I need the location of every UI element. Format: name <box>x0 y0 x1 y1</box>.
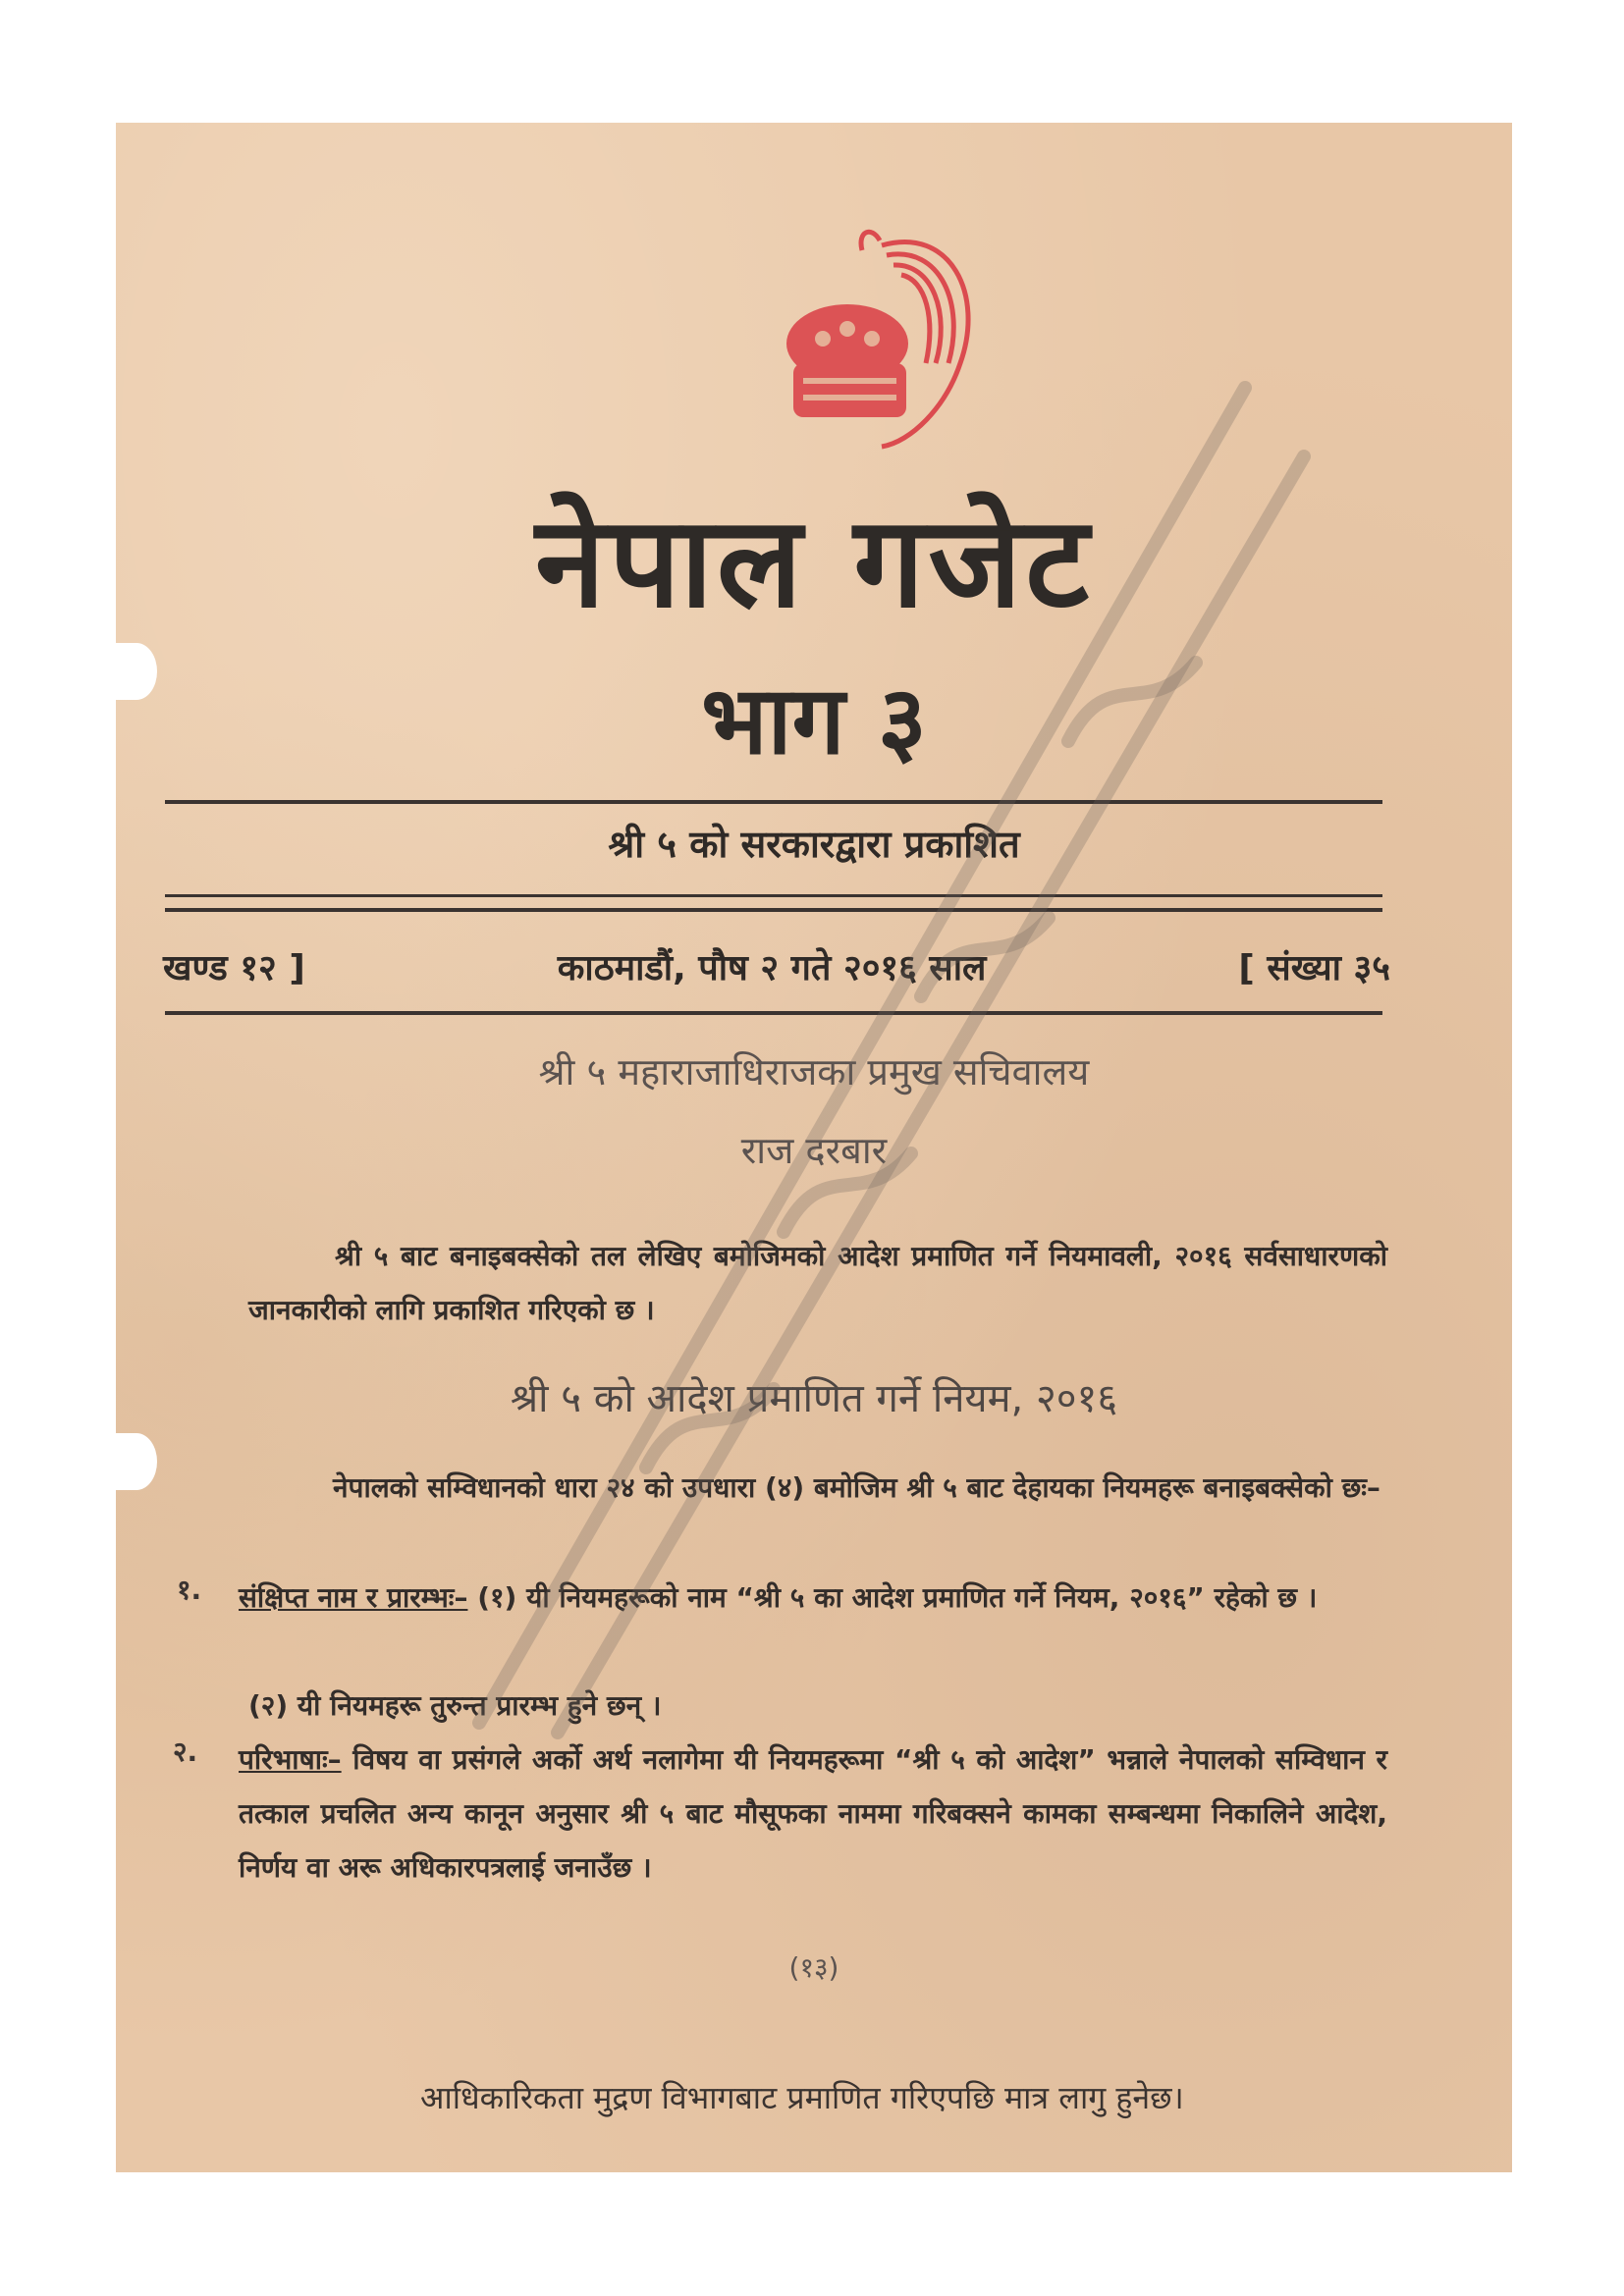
item-text: (१) यी नियमहरूको नाम “श्री ५ का आदेश प्रमाणित गर्ने नियम, २०१६” रहेको छ । <box>467 1581 1318 1614</box>
office-title: श्री ५ महाराजाधिराजका प्रमुख सचिवालय <box>538 1050 1090 1094</box>
crown-emblem-icon <box>764 216 990 461</box>
issue-number: [ संख्या ३५ <box>1238 948 1390 988</box>
item-number: २. <box>173 1735 198 1768</box>
gazette-page <box>116 123 1512 2172</box>
list-item <box>239 1571 1387 1625</box>
palace-title: राज दरबार <box>740 1129 888 1172</box>
divider <box>165 800 1382 804</box>
item-number: १. <box>177 1574 202 1606</box>
punch-hole <box>116 1433 157 1490</box>
issue-volume: खण्ड १२ ] <box>163 948 305 988</box>
page-number: (१३) <box>788 1951 839 1984</box>
issue-place-date: काठमाडौं, पौष २ गते २०१६ साल <box>557 948 987 988</box>
authenticity-footer: आधिकारिकता मुद्रण विभागबाट प्रमाणित गरिएपछि मात्र लागु हुनेछ। <box>420 2079 1184 2116</box>
item-text: विषय वा प्रसंगले अर्को अर्थ नलागेमा यी नियमहरूमा “श्री ५ को आदेश” भन्नाले नेपालको सम्विधान र तत्काल प्रचलित अन्य कानून अनुसार श्री ५ बाट मौसूफका नाममा गरिबक्सने कामका सम्बन्धमा निकालिने आदेश, निर्णय वा अरू अधिकारपत्रलाई जनाउँछ । <box>239 1743 1387 1884</box>
item-subclause: (२) यी नियमहरू तुरुन्त प्रारम्भ हुने छन् । <box>248 1689 662 1722</box>
publisher-line: श्री ५ को सरकारद्वारा प्रकाशित <box>608 823 1020 866</box>
gazette-masthead: नेपाल गजेट <box>535 490 1093 636</box>
preamble-paragraph: नेपालको सम्विधानको धारा २४ को उपधारा (४) बमोजिम श्री ५ बाट देहायका नियमहरू बनाइबक्सेको छः– <box>333 1471 1380 1504</box>
list-item <box>239 1733 1387 1895</box>
divider <box>165 908 1382 912</box>
rules-title: श्री ५ को आदेश प्रमाणित गर्ने नियम, २०१६ <box>510 1376 1118 1421</box>
gazette-part: भाग ३ <box>701 666 927 775</box>
item-heading: परिभाषाः– <box>239 1743 342 1776</box>
intro-paragraph: श्री ५ बाट बनाइबक्सेको तल लेखिए बमोजिमको आदेश प्रमाणित गर्ने नियमावली, २०१६ सर्वसाधारणको जानकारीको लागि प्रकाशित गरिएको छ । <box>248 1240 1387 1326</box>
divider <box>165 1011 1382 1015</box>
divider <box>165 894 1382 897</box>
issue-line <box>163 942 1390 1001</box>
item-heading: संक्षिप्त नाम र प्रारम्भः– <box>239 1581 468 1614</box>
